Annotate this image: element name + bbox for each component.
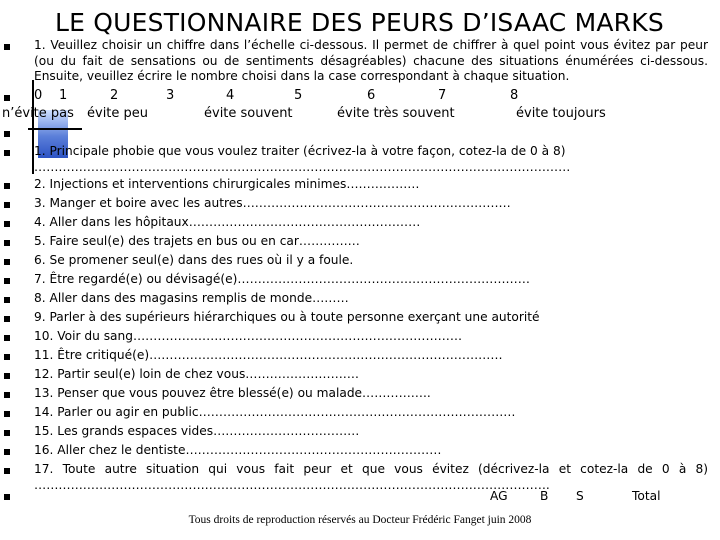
bullet	[4, 202, 10, 208]
scale-number-3: 3	[166, 88, 175, 103]
copyright-notice: Tous droits de reproduction réservés au Docteur Frédéric Fanget juin 2008	[188, 514, 532, 526]
bullet	[4, 316, 10, 322]
bullet	[4, 131, 10, 137]
scale-number-6: 6	[367, 88, 376, 103]
bullet	[4, 411, 10, 417]
list-item: 16. Aller chez le dentiste………………………………………………………	[34, 443, 442, 457]
list-item: 8. Aller dans des magasins remplis de monde………	[34, 291, 349, 305]
list-item: 13. Penser que vous pouvez être blessé(e) ou malade……………..	[34, 386, 431, 400]
list-item: 14. Parler ou agir en public……………………………………………………………………	[34, 405, 516, 419]
scale-label-0: n’évite pas	[2, 106, 74, 121]
list-item: 11. Être critiqué(e)……………………………………………………………………………	[34, 348, 503, 362]
bullet	[4, 335, 10, 341]
footer-col-ag: AG	[490, 489, 508, 503]
item-17-prompt: 17. Toute autre situation qui vous fait peur et que vous évitez (décrivez-la et cotez-la de 0 à 8)	[34, 462, 708, 476]
decorative-horizontal-line	[28, 128, 82, 130]
footer-col-s: S	[576, 489, 584, 503]
instructions-line-2: (ou du fait de sensations ou de sentiments désagréables) chacune des situations énumérées ci-dessous.	[34, 54, 708, 68]
scale-number-4: 4	[226, 88, 235, 103]
bullet	[4, 240, 10, 246]
scale-label-2: évite peu	[87, 106, 149, 121]
scale-label-4: évite souvent	[204, 106, 293, 121]
bullet	[4, 430, 10, 436]
bullet	[4, 183, 10, 189]
page-title: LE QUESTIONNAIRE DES PEURS D’ISAAC MARKS	[55, 8, 664, 37]
bullet	[4, 373, 10, 379]
scale-number-8: 8	[510, 88, 519, 103]
instructions-line-3: Ensuite, veuillez écrire le nombre choisi dans la case correspondant à chaque situation.	[34, 69, 570, 83]
list-item: 2. Injections et interventions chirurgicales minimes………………	[34, 177, 420, 191]
list-item: 6. Se promener seul(e) dans des rues où il y a foule.	[34, 253, 354, 267]
list-item: 7. Être regardé(e) ou dévisagé(e)………………………………………………………………	[34, 272, 530, 286]
bullet	[4, 449, 10, 455]
list-item: 5. Faire seul(e) des trajets en bus ou en car……………	[34, 234, 360, 248]
scale-number-0: 0	[34, 88, 43, 103]
bullet	[4, 221, 10, 227]
list-item: 15. Les grands espaces vides………………………………	[34, 424, 360, 438]
scale-number-7: 7	[438, 88, 447, 103]
bullet	[4, 259, 10, 265]
bullet	[4, 278, 10, 284]
bullet	[4, 354, 10, 360]
scale-number-5: 5	[294, 88, 303, 103]
bullet	[4, 297, 10, 303]
bullet	[4, 95, 10, 101]
list-item: 3. Manger et boire avec les autres…………………………………………………………	[34, 196, 511, 210]
bullet	[4, 392, 10, 398]
list-item: 4. Aller dans les hôpitaux…………………………………………………	[34, 215, 421, 229]
scale-label-8: évite toujours	[516, 106, 606, 121]
list-item: 12. Partir seul(e) loin de chez vous……………………….	[34, 367, 359, 381]
bullet	[4, 150, 10, 156]
list-item: 9. Parler à des supérieurs hiérarchiques ou à toute personne exerçant une autorité	[34, 310, 540, 324]
scale-number-1: 1	[59, 88, 68, 103]
main-phobia-prompt: 1. Principale phobie que vous voulez traiter (écrivez-la à votre façon, cotez-la de 0 à 8)	[34, 144, 566, 158]
item-17-answer-line[interactable]: ……………………………………………………………………………………………………………….	[34, 478, 550, 492]
bullet	[4, 494, 10, 500]
scale-label-6: évite très souvent	[337, 106, 455, 121]
footer-col-total: Total	[632, 489, 661, 503]
footer-col-b: B	[540, 489, 549, 503]
list-item: 10. Voir du sang………………………………………………………………………	[34, 329, 463, 343]
bullet	[4, 44, 10, 50]
main-phobia-answer-line[interactable]: ……………………………………………………………………………………………………………………	[34, 160, 571, 174]
bullet	[4, 468, 10, 474]
instructions-line-1: 1. Veuillez choisir un chiffre dans l’échelle ci-dessous. Il permet de chiffrer à quel point vous évitez par peur	[34, 38, 708, 52]
scale-number-2: 2	[110, 88, 119, 103]
